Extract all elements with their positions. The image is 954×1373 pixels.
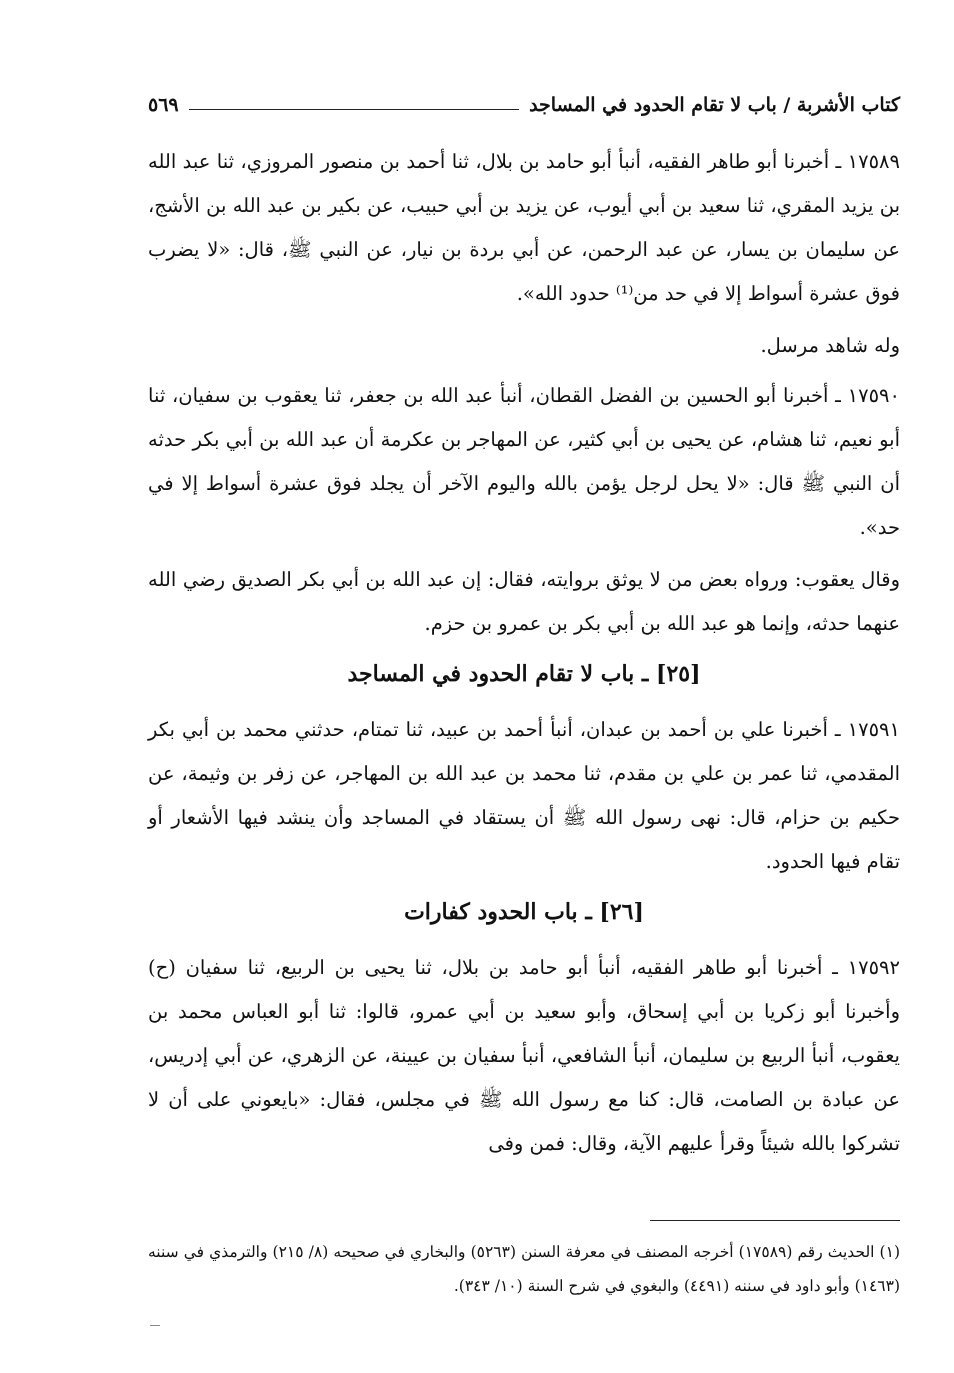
hadith-17591: ١٧٥٩١ ـ أخبرنا علي بن أحمد بن عبدان، أنبأ أحمد بن عبيد، ثنا تمتام، حدثني محمد بن أبي بكر المقدمي، ثنا عمر بن علي بن مقدم، ثنا محمد بن عبد الله بن المهاجر، عن زفر بن وثيمة، عن حكيم بن حزام، قال: نهى رسول الله ﷺ أن يستقاد في المساجد وأن ينشد فيها الأشعار أو تقام فيها الحدود. <box>148 718 900 873</box>
page-number: ٥٦٩ <box>148 94 179 116</box>
footnote-1: (١) الحديث رقم (١٧٥٨٩) أخرجه المصنف في معرفة السنن (٥٢٦٣) والبخاري في صحيحه (٨/ ٢١٥) والترمذي في سننه (١٤٦٣) وأبو داود في سننه (٤٤٩١) والبغوي في شرح السنة (١٠/ ٣٤٣). <box>148 1243 900 1295</box>
chapter-26-heading: [٢٦] ـ باب الحدود كفارات <box>404 899 644 925</box>
hadith-17589: ١٧٥٨٩ ـ أخبرنا أبو طاهر الفقيه، أنبأ أبو حامد بن بلال، ثنا أحمد بن منصور المروزي، ثنا عبد الله بن يزيد المقري، ثنا سعيد بن أبي أيوب، عن يزيد بن أبي حبيب، عن بكير بن عبد الله بن الأشج، عن سليمان بن يسار، عن عبد الرحمن، عن أبي بردة بن نيار، عن النبي ﷺ، قال: «لا يضرب فوق عشرة أسواط إلا في حد من⁽¹⁾ حدود الله». <box>148 150 900 305</box>
yaqub-comment: وقال يعقوب: ورواه بعض من لا يوثق بروايته، فقال: إن عبد الله بن أبي بكر الصديق رضي الله عنهما حدثه، وإنما هو عبد الله بن أبي بكر بن عمرو بن حزم. <box>148 568 900 635</box>
book-page <box>148 88 900 1338</box>
footnotes <box>148 1220 900 1303</box>
body-text <box>148 140 900 1166</box>
chapter-25-heading: [٢٥] ـ باب لا تقام الحدود في المساجد <box>347 661 701 687</box>
scan-mark <box>150 1325 160 1326</box>
note-mursal: وله شاهد مرسل. <box>760 334 900 357</box>
header-rule <box>189 109 519 110</box>
hadith-17592: ١٧٥٩٢ ـ أخبرنا أبو طاهر الفقيه، أنبأ أبو حامد بن بلال، ثنا يحيى بن الربيع، ثنا سفيان (ح) وأخبرنا أبو زكريا بن أبي إسحاق، وأبو سعيد بن أبي عمرو، قالوا: ثنا أبو العباس محمد بن يعقوب، أنبأ الربيع بن سليمان، أنبأ الشافعي، أنبأ سفيان بن عيينة، عن الزهري، عن أبي إدريس، عن عبادة بن الصامت، قال: كنا مع رسول الله ﷺ في مجلس، فقال: «بايعوني على أن لا تشركوا بالله شيئاً وقرأ عليهم الآية، وقال: فمن وفى <box>148 956 900 1155</box>
running-header-title: كتاب الأشربة / باب لا تقام الحدود في المساجد <box>529 94 900 116</box>
footnote-separator <box>650 1220 900 1221</box>
running-header <box>148 88 900 122</box>
hadith-17590: ١٧٥٩٠ ـ أخبرنا أبو الحسين بن الفضل القطان، أنبأ عبد الله بن جعفر، ثنا يعقوب بن سفيان، ثنا أبو نعيم، ثنا هشام، عن يحيى بن أبي كثير، عن المهاجر بن عكرمة أن عبد الله بن أبي بكر حدثه أن النبي ﷺ قال: «لا يحل لرجل يؤمن بالله واليوم الآخر أن يجلد فوق عشرة أسواط إلا في حد». <box>148 384 900 539</box>
